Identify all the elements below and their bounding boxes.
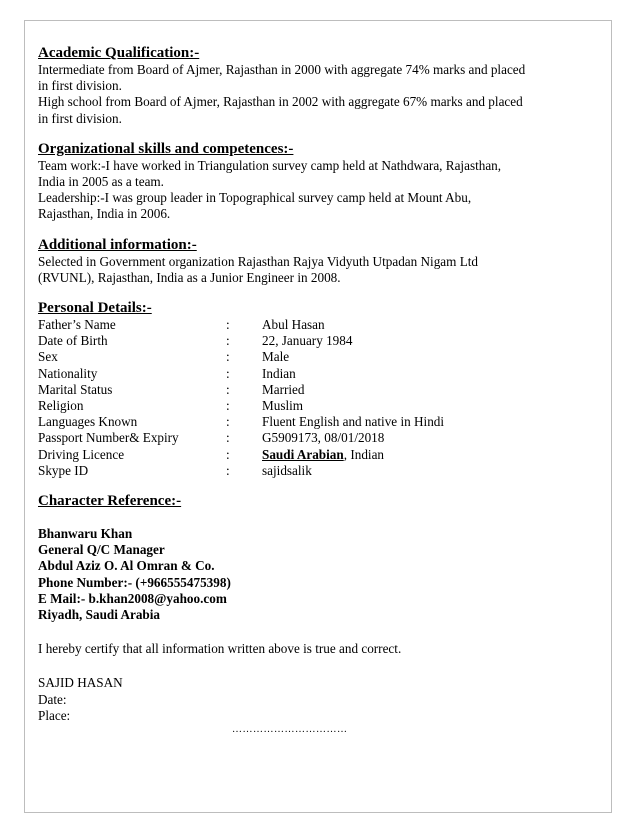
licence-rest: , Indian — [343, 446, 385, 462]
personal-row — [38, 366, 598, 382]
signature-name: SAJID HASAN — [38, 675, 123, 691]
row-colon: : — [226, 317, 230, 333]
row-label: Nationality — [38, 365, 98, 381]
reference-heading: Character Reference:- — [38, 492, 182, 509]
additional-heading: Additional information:- — [38, 236, 197, 253]
org-skills-line: Leadership:-I was group leader in Topographical survey camp held at Mount Abu, — [38, 190, 472, 206]
reference-line: E Mail:- b.khan2008@yahoo.com — [38, 590, 227, 606]
row-colon: : — [226, 381, 230, 397]
row-colon: : — [226, 446, 230, 462]
row-label: Marital Status — [38, 381, 113, 397]
personal-row — [38, 382, 598, 398]
org-skills-line: India in 2005 as a team. — [38, 174, 164, 190]
row-colon: : — [226, 414, 230, 430]
row-colon: : — [226, 333, 230, 349]
academic-line: in first division. — [38, 110, 122, 126]
personal-row — [38, 463, 598, 479]
row-value — [262, 447, 384, 463]
org-skills-line: Team work:-I have worked in Triangulation survey camp held at Nathdwara, Rajasthan, — [38, 157, 502, 173]
additional-section — [38, 236, 598, 286]
reference-line: Bhanwaru Khan — [38, 525, 133, 541]
academic-heading: Academic Qualification:- — [38, 45, 200, 61]
row-colon: : — [226, 397, 230, 413]
row-label: Religion — [38, 397, 84, 413]
row-label: Father’s Name — [38, 317, 116, 333]
personal-row — [38, 447, 598, 463]
personal-heading: Personal Details:- — [38, 300, 152, 317]
row-colon: : — [226, 462, 230, 478]
additional-line: (RVUNL), Rajasthan, India as a Junior Engineer in 2008. — [38, 269, 341, 285]
academic-line: High school from Board of Ajmer, Rajasthan in 2002 with aggregate 67% marks and placed — [38, 94, 523, 110]
row-value: G5909173, 08/01/2018 — [262, 430, 385, 446]
personal-section — [38, 299, 598, 479]
org-skills-heading: Organizational skills and competences:- — [38, 140, 294, 157]
personal-row — [38, 398, 598, 414]
org-skills-section — [38, 140, 598, 223]
signature-block — [38, 675, 598, 724]
row-colon: : — [226, 430, 230, 446]
reference-line: Phone Number:- (+966555475398) — [38, 574, 231, 590]
row-value: sajidsalik — [262, 462, 312, 478]
additional-line: Selected in Government organization Rajasthan Rajya Vidyuth Utpadan Nigam Ltd — [38, 253, 479, 269]
row-value: Abul Hasan — [262, 317, 325, 333]
reference-line: Riyadh, Saudi Arabia — [38, 606, 161, 622]
row-label: Sex — [38, 349, 58, 365]
row-value: Married — [262, 381, 305, 397]
declaration-text: I hereby certify that all information written above is true and correct. — [38, 641, 402, 657]
row-value: Male — [262, 349, 290, 365]
row-label: Skype ID — [38, 462, 89, 478]
personal-row — [38, 349, 598, 365]
row-colon: : — [226, 349, 230, 365]
personal-row — [38, 333, 598, 349]
reference-section — [38, 492, 598, 623]
personal-row — [38, 414, 598, 430]
place-label: Place: — [38, 707, 71, 723]
academic-line: Intermediate from Board of Ajmer, Rajasthan in 2000 with aggregate 74% marks and placed — [38, 62, 526, 77]
personal-row — [38, 317, 598, 333]
row-value: Fluent English and native in Hindi — [262, 414, 445, 430]
reference-line: General Q/C Manager — [38, 542, 165, 558]
row-label: Passport Number& Expiry — [38, 430, 179, 446]
reference-line: Abdul Aziz O. Al Omran & Co. — [38, 558, 215, 574]
row-label: Languages Known — [38, 414, 138, 430]
row-label: Date of Birth — [38, 333, 108, 349]
resume-content — [38, 44, 598, 724]
academic-section — [38, 44, 598, 127]
date-label: Date: — [38, 691, 67, 707]
academic-line: in first division. — [38, 78, 122, 94]
row-value: 22, January 1984 — [262, 333, 353, 349]
row-colon: : — [226, 365, 230, 381]
org-skills-line: Rajasthan, India in 2006. — [38, 206, 171, 222]
row-value: Muslim — [262, 397, 304, 413]
signature-dots: …………………………… — [232, 724, 348, 735]
licence-country: Saudi Arabian — [262, 446, 344, 462]
row-value: Indian — [262, 365, 296, 381]
row-label: Driving Licence — [38, 446, 125, 462]
personal-row — [38, 430, 598, 446]
